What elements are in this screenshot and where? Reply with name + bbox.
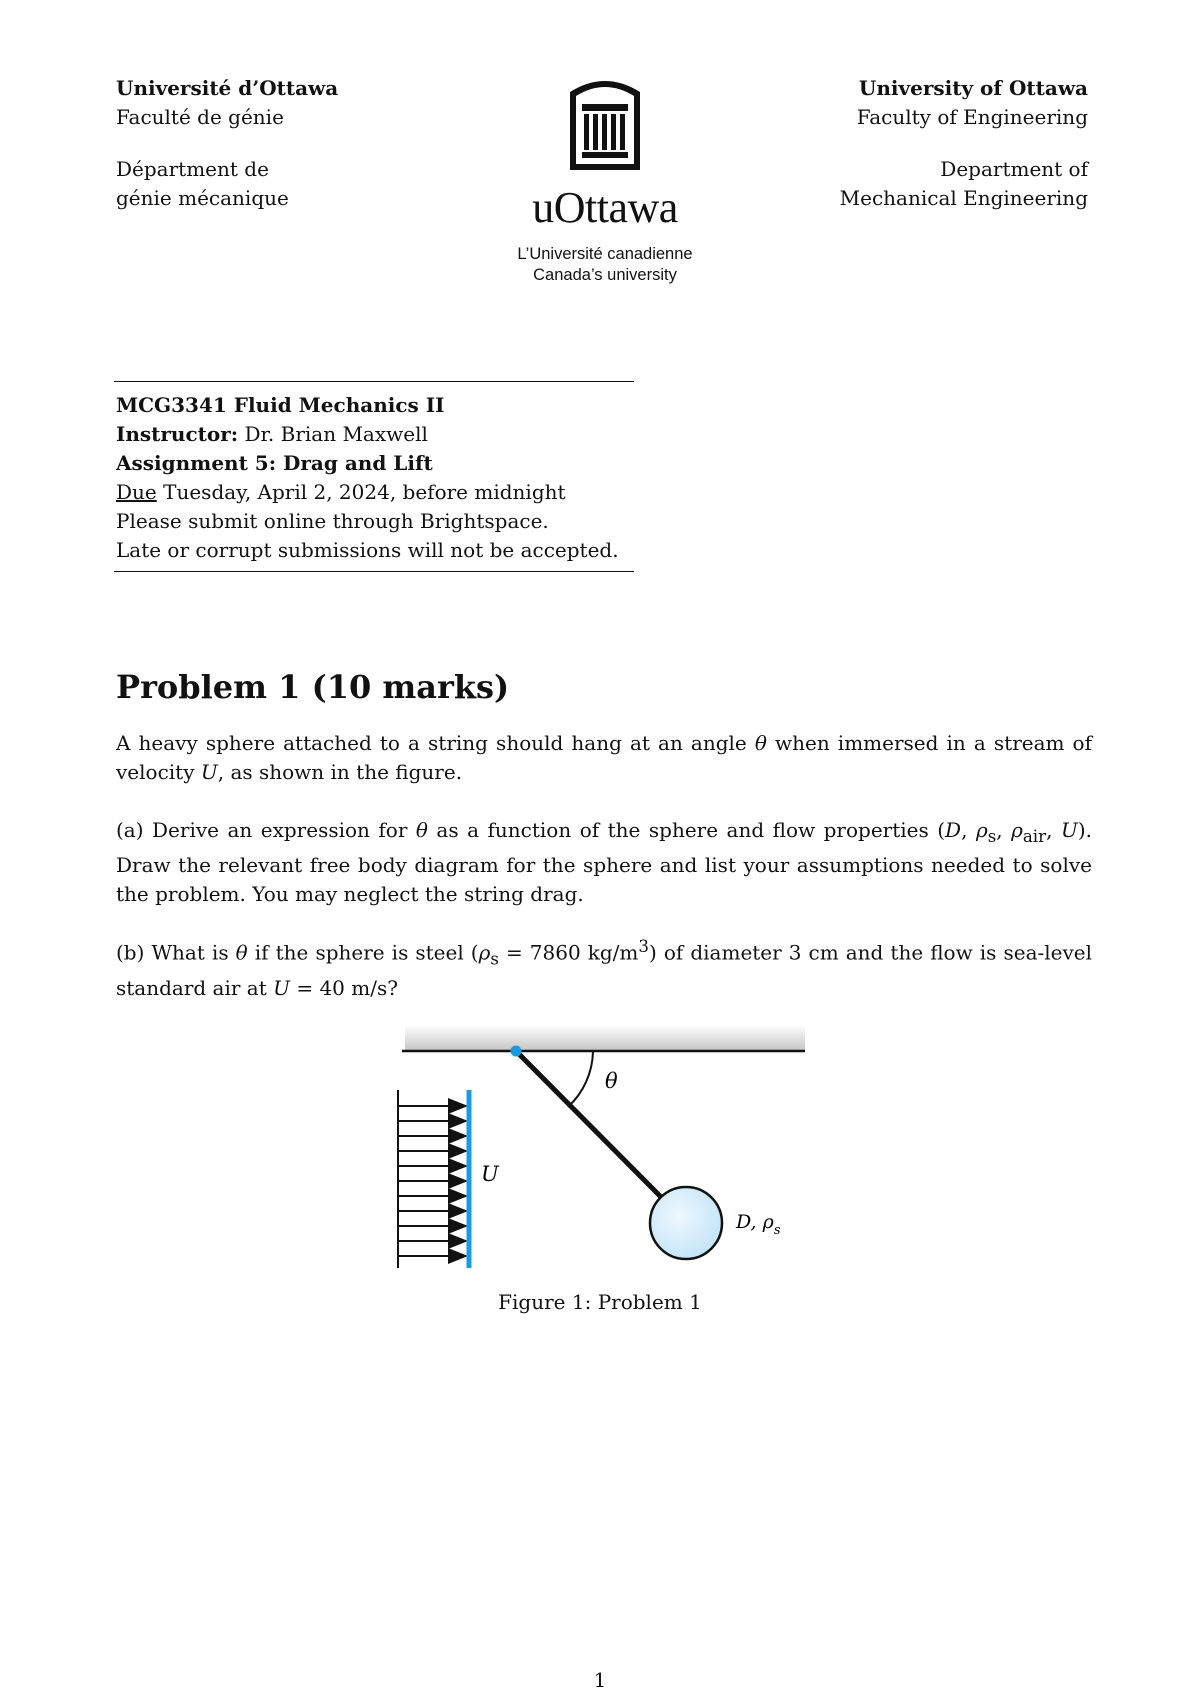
rho-sub-air: air bbox=[1022, 827, 1047, 846]
part-b-text-5: = 40 m/s? bbox=[296, 975, 398, 1000]
department-line2-fr: génie mécanique bbox=[116, 186, 289, 210]
faculty-name-fr: Faculté de génie bbox=[116, 105, 284, 129]
ceiling bbox=[405, 1025, 805, 1051]
part-b-text-1: What is bbox=[151, 940, 229, 965]
header-left-fr bbox=[116, 74, 338, 213]
theta-symbol: θ bbox=[235, 940, 248, 965]
part-a-text-1: Derive an expression for bbox=[152, 818, 408, 842]
velocity-label: U bbox=[481, 1162, 499, 1186]
rho-symbol: ρ bbox=[478, 940, 491, 965]
uottawa-logo bbox=[500, 74, 710, 286]
department-line2-en: Mechanical Engineering bbox=[839, 186, 1088, 210]
d-symbol: D bbox=[945, 818, 962, 842]
flow-arrows bbox=[398, 1106, 466, 1256]
submit-note: Please submit online through Brightspace. bbox=[116, 509, 549, 533]
part-a-text-2: as a function of the sphere and flow properties ( bbox=[436, 818, 946, 842]
rho-sub-s: s bbox=[987, 827, 997, 846]
instructor-label: Instructor: bbox=[116, 422, 239, 446]
part-b-text-2: if the sphere is steel ( bbox=[254, 940, 479, 965]
due-line bbox=[116, 478, 634, 507]
u-symbol: U bbox=[1060, 818, 1078, 842]
problem-figure bbox=[380, 1010, 830, 1284]
part-a-label: (a) bbox=[116, 818, 144, 842]
cubed-sup: 3 bbox=[638, 937, 649, 956]
university-name-fr: Université d’Ottawa bbox=[116, 76, 339, 100]
problem-intro bbox=[116, 729, 1092, 787]
page-number: 1 bbox=[593, 1668, 607, 1692]
intro-text-2: when immersed in a stream of velocity bbox=[116, 731, 1093, 784]
part-a-text-3: ). Draw the relevant free body diagram for the sphere and list your assumptions needed to solve the problem. You may neglect the string drag. bbox=[116, 818, 1092, 906]
faculty-name-en: Faculty of Engineering bbox=[856, 105, 1088, 129]
part-b-text-3: = 7860 kg/m bbox=[506, 940, 639, 965]
intro-text-1: A heavy sphere attached to a string should hang at an angle bbox=[116, 731, 747, 755]
part-b-text-4: ) of diameter 3 cm and the flow is sea-level standard air at bbox=[116, 940, 1093, 1000]
course-info-box bbox=[114, 381, 634, 572]
problem-title: Problem 1 (10 marks) bbox=[116, 668, 510, 706]
sphere-label-main: D, ρ bbox=[736, 1211, 774, 1233]
pivot-point bbox=[511, 1046, 522, 1057]
assignment-title: Assignment 5: Drag and Lift bbox=[116, 451, 433, 475]
u-symbol: U bbox=[273, 975, 290, 1000]
due-label: Due bbox=[116, 480, 157, 504]
due-date: Tuesday, April 2, 2024, before midnight bbox=[163, 480, 566, 504]
intro-text-3: , as shown in the figure. bbox=[217, 760, 463, 784]
sphere-label bbox=[735, 1211, 781, 1238]
logo-wordmark: uOttawa bbox=[532, 183, 678, 232]
university-name-en: University of Ottawa bbox=[858, 76, 1088, 100]
logo-tagline-en: Canada’s university bbox=[533, 266, 677, 284]
department-line1-en: Department of bbox=[940, 157, 1088, 181]
instructor-line bbox=[116, 420, 634, 449]
building-icon bbox=[560, 74, 650, 174]
sphere bbox=[650, 1187, 722, 1259]
logo-tagline-fr: L’Université canadienne bbox=[517, 245, 693, 263]
rho-symbol: ρ bbox=[975, 818, 988, 842]
theta-label: θ bbox=[605, 1069, 618, 1093]
problem-part-a: (a) Derive an expression for θ as a function of the sphere and flow properties (D, $\rho_s$, $\rho_{air}$, U). Draw the relevant free body diagram for the sphere and list your assumptions needed to solve the problem. You may neglect the string drag. bbox=[116, 818, 1092, 906]
department-line1-fr: Départment de bbox=[116, 157, 269, 181]
angle-arc bbox=[568, 1051, 593, 1107]
rho-sub-s: s bbox=[490, 949, 499, 969]
theta-symbol: θ bbox=[754, 731, 767, 755]
header-right-en bbox=[840, 74, 1088, 213]
figure-caption: Figure 1: Problem 1 bbox=[498, 1290, 702, 1314]
instructor-name: Dr. Brian Maxwell bbox=[244, 422, 428, 446]
theta-symbol: θ bbox=[415, 818, 428, 842]
part-b-label: (b) bbox=[116, 940, 145, 965]
rho-symbol: ρ bbox=[1011, 818, 1023, 842]
sphere-label-sub: s bbox=[773, 1223, 781, 1238]
u-symbol: U bbox=[200, 760, 218, 784]
course-title: MCG3341 Fluid Mechanics II bbox=[116, 393, 445, 417]
problem-part-b bbox=[116, 932, 1092, 1003]
late-note: Late or corrupt submissions will not be accepted. bbox=[116, 538, 619, 562]
